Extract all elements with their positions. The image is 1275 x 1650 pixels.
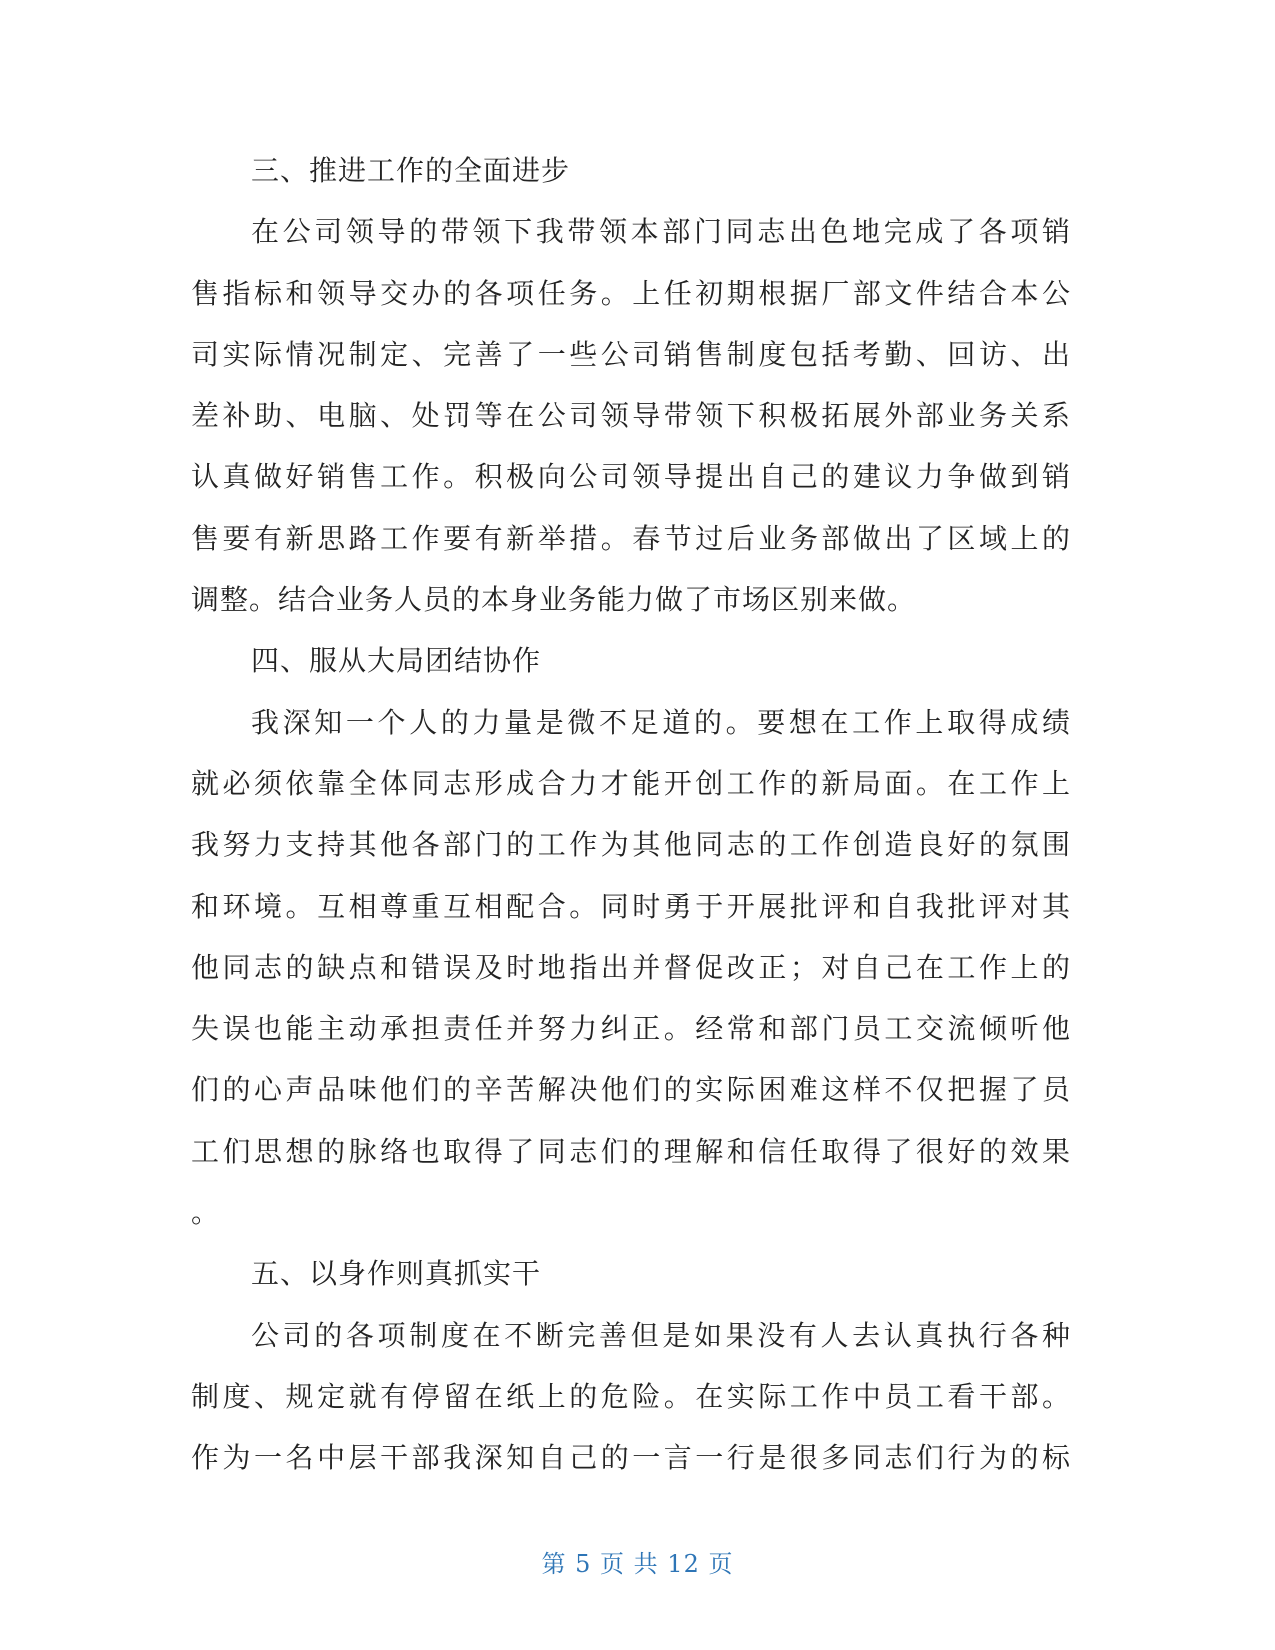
document-body [191, 140, 1071, 1489]
paragraph-line: 我深知一个人的力量是微不足道的。要想在工作上取得成绩 [251, 705, 1071, 739]
paragraph-line: 制度、规定就有停留在纸上的危险。在实际工作中员工看干部。 [191, 1379, 1071, 1413]
paragraph-line: 失误也能主动承担责任并努力纠正。经常和部门员工交流倾听他 [191, 1012, 1071, 1046]
page-number-footer: 第 5 页 共 12 页 [541, 1550, 734, 1578]
paragraph-line: 调整。结合业务人员的本身业务能力做了市场区别来做。 [191, 583, 917, 617]
paragraph-line: 售指标和领导交办的各项任务。上任初期根据厂部文件结合本公 [191, 276, 1071, 310]
section-heading: 五、以身作则真抓实干 [251, 1257, 542, 1291]
paragraph-line: 。 [191, 1196, 221, 1230]
section-heading: 三、推进工作的全面进步 [251, 154, 571, 187]
paragraph-line: 就必须依靠全体同志形成合力才能开创工作的新局面。在工作上 [191, 766, 1071, 800]
paragraph-line: 售要有新思路工作要有新举措。春节过后业务部做出了区域上的 [191, 521, 1071, 555]
paragraph-line: 作为一名中层干部我深知自己的一言一行是很多同志们行为的标 [191, 1441, 1071, 1475]
paragraph-line: 公司的各项制度在不断完善但是如果没有人去认真执行各种 [251, 1318, 1071, 1352]
paragraph-line: 们的心声品味他们的辛苦解决他们的实际困难这样不仅把握了员 [191, 1073, 1071, 1107]
paragraph-line: 工们思想的脉络也取得了同志们的理解和信任取得了很好的效果 [191, 1134, 1071, 1168]
paragraph-line: 认真做好销售工作。积极向公司领导提出自己的建议力争做到销 [191, 460, 1071, 494]
paragraph-line: 和环境。互相尊重互相配合。同时勇于开展批评和自我批评对其 [191, 889, 1071, 923]
paragraph-line: 我努力支持其他各部门的工作为其他同志的工作创造良好的氛围 [191, 828, 1071, 862]
section-heading: 四、服从大局团结协作 [251, 644, 542, 678]
paragraph-line: 他同志的缺点和错误及时地指出并督促改正；对自己在工作上的 [191, 950, 1071, 984]
paragraph-line: 差补助、电脑、处罚等在公司领导带领下积极拓展外部业务关系 [191, 399, 1071, 433]
paragraph-line: 司实际情况制定、完善了一些公司销售制度包括考勤、回访、出 [191, 337, 1071, 371]
paragraph-line: 在公司领导的带领下我带领本部门同志出色地完成了各项销 [251, 215, 1071, 249]
